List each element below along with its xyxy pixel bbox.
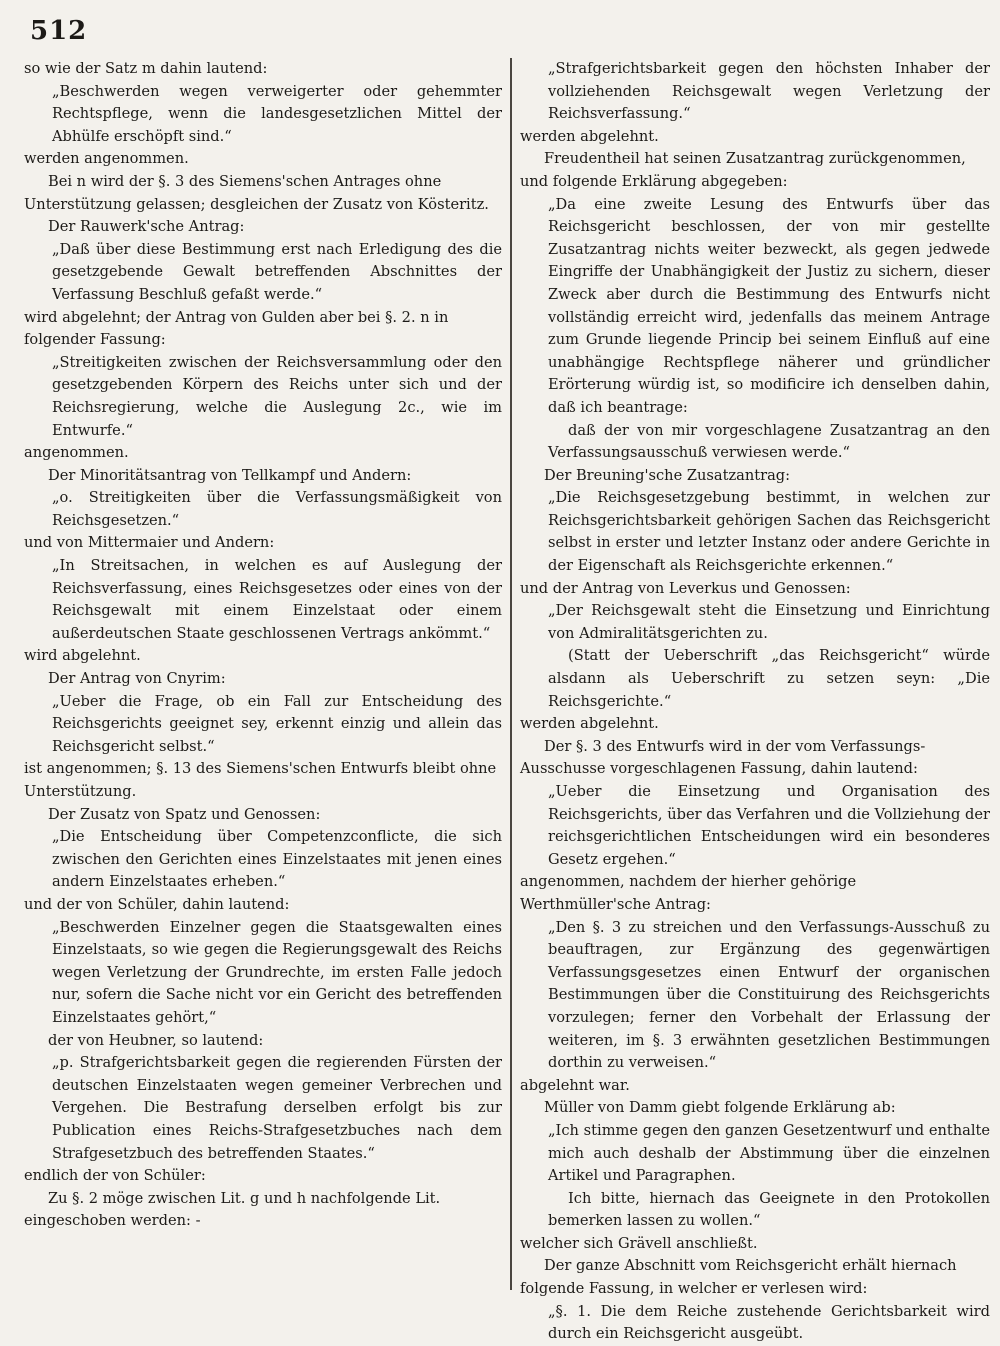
quoted-motion: „Der Reichsgewalt steht die Einsetzung und Einrichtung von Admiralitätsgerichten zu. — [548, 602, 990, 642]
paragraph: Bei n wird der §. 3 des Siemens'schen Antrages ohne Unterstützung gelassen; desgleichen der Zusatz von Kösteritz. — [24, 172, 489, 213]
quoted-motion: „p. Strafgerichtsbarkeit gegen die regierenden Fürsten der deutschen Einzelstaaten wegen gemeiner Verbrechen und Vergehen. Die Bestrafung derselben erfolgt bis zur Publication eines Reichs-Strafgesetzbuches nach dem Strafgesetzbuch des betreffenden Staates.“ — [52, 1054, 502, 1162]
paragraph: werden abgelehnt. — [520, 127, 659, 145]
quoted-motion: „Den §. 3 zu streichen und den Verfassungs-Ausschuß zu beauftragen, zur Ergänzung des gegenwärtigen Verfassungsgesetzes einen Entwurf der organischen Bestimmungen über die Constituirung des Reichsgerichts vorzulegen; ferner den Vorbehalt der Erlassung der weiteren, im §. 3 erwähnten gesetzlichen Bestimmungen dorthin zu verweisen.“ — [548, 918, 990, 1072]
quoted-motion: „Ueber die Frage, ob ein Fall zur Entscheidung des Reichsgerichts geeignet sey, erkennt einzig und allein das Reichsgericht selbst.“ — [52, 692, 502, 755]
paragraph: welcher sich Grävell anschließt. — [520, 1234, 758, 1252]
paragraph: ist angenommen; §. 13 des Siemens'schen Entwurfs bleibt ohne Unterstützung. — [24, 760, 497, 800]
paragraph: Der Minoritätsantrag von Tellkampf und Andern: — [48, 466, 412, 484]
left-column — [24, 58, 502, 1298]
quoted-motion-continued: daß der von mir vorgeschlagene Zusatzantrag an den Verfassungsausschuß verwiesen werde.“ — [548, 421, 990, 462]
paragraph: Der Rauwerk'sche Antrag: — [48, 218, 245, 236]
quoted-motion: „Beschwerden wegen verweigerter oder gehemmter Rechtspflege, wenn die landesgesetzlichen Mittel der Abhülfe erschöpft sind.“ — [52, 82, 502, 145]
right-column — [520, 58, 990, 1343]
paragraph: und von Mittermaier und Andern: — [24, 534, 275, 552]
quoted-motion: „Beschwerden Einzelner gegen die Staatsgewalten eines Einzelstaats, so wie gegen die Regierungsgewalt des Reichs wegen Verletzung der Grundrechte, im ersten Falle jedoch nur, sofern die Sache nicht vor ein Gericht des betreffenden Einzelstaates gehört,“ — [52, 918, 502, 1026]
quoted-motion: „Die Entscheidung über Competenzconflicte, die sich zwischen den Gerichten eines Einzelstaates mit jenen eines andern Einzelstaates erheben.“ — [52, 828, 502, 891]
paragraph: Der Antrag von Cnyrim: — [48, 670, 226, 688]
column-divider — [510, 58, 512, 1290]
paragraph: angenommen. — [24, 444, 129, 462]
quoted-motion: „Daß über diese Bestimmung erst nach Erledigung des die gesetzgebende Gewalt betreffenden Abschnittes der Verfassung Beschluß gefaßt werde.“ — [52, 240, 502, 303]
paragraph: so wie der Satz m dahin lautend: — [24, 60, 268, 77]
paragraph: abgelehnt war. — [520, 1076, 630, 1094]
paragraph: wird abgelehnt; der Antrag von Gulden aber bei §. 2. n in folgender Fassung: — [24, 308, 449, 349]
paragraph: Der §. 3 des Entwurfs wird in der vom Verfassungs-Ausschusse vorgeschlagenen Fassung, dahin lautend: — [520, 737, 926, 778]
paragraph: Der ganze Abschnitt vom Reichsgericht erhält hiernach folgende Fassung, in welcher er verlesen wird: — [520, 1257, 957, 1298]
quoted-motion: „Strafgerichtsbarkeit gegen den höchsten Inhaber der vollziehenden Reichsgewalt wegen Verletzung der Reichsverfassung.“ — [548, 60, 990, 123]
quoted-motion: „Da eine zweite Lesung des Entwurfs über das Reichsgericht beschlossen, der von mir gestellte Zusatzantrag nichts weiter bezweckt, als gegen jedwede Eingriffe der Unabhängigkeit der Justiz zu sichern, dieser Zweck aber durch die Bestimmung des Entwurfs nicht vollständig erreicht wird, jedenfalls das meinem Antrage zum Grunde liegende Princip bei seinem Einfluß auf eine unabhängige Rechtspflege näherer und gründlicher Erörterung würdig ist, so modificire ich denselben dahin, daß ich beantrage: — [548, 195, 990, 416]
paragraph: endlich der von Schüler: — [24, 1167, 206, 1185]
quoted-motion: „Die Reichsgesetzgebung bestimmt, in welchen zur Reichsgerichtsbarkeit gehörigen Sachen das Reichsgericht selbst in erster und letzter Instanz oder andere Gerichte in der Eigenschaft als Reichsgerichte erkennen.“ — [548, 489, 990, 575]
paragraph: und der Antrag von Leverkus und Genossen: — [520, 579, 851, 597]
quoted-motion: „§. 1. Die dem Reiche zustehende Gerichtsbarkeit wird durch ein Reichsgericht ausgeübt. — [548, 1302, 990, 1343]
paragraph: wird abgelehnt. — [24, 647, 141, 665]
paragraph: Der Breuning'sche Zusatzantrag: — [544, 466, 791, 484]
quoted-motion-continued: (Statt der Ueberschrift „das Reichsgericht“ würde alsdann als Ueberschrift zu setzen seyn: „Die Reichsgerichte.“ — [548, 647, 990, 710]
paragraph: angenommen, nachdem der hierher gehörige Werthmüller'sche Antrag: — [520, 873, 857, 913]
quoted-motion-continued: Ich bitte, hiernach das Geeignete in den Protokollen bemerken lassen zu wollen.“ — [548, 1189, 990, 1230]
paragraph: Freudentheil hat seinen Zusatzantrag zurückgenommen, und folgende Erklärung abgegeben: — [520, 150, 966, 190]
quoted-motion: „o. Streitigkeiten über die Verfassungsmäßigkeit von Reichsgesetzen.“ — [52, 489, 502, 529]
quoted-motion: „Streitigkeiten zwischen der Reichsversammlung oder den gesetzgebenden Körpern des Reichs unter sich und der Reichsregierung, welche die Auslegung 2c., wie im Entwurfe.“ — [52, 353, 502, 439]
paragraph: werden abgelehnt. — [520, 715, 659, 733]
paragraph: der von Heubner, so lautend: — [48, 1031, 264, 1049]
quoted-motion: „In Streitsachen, in welchen es auf Auslegung der Reichsverfassung, eines Reichsgesetzes oder eines von der Reichsgewalt mit einem Einzelstaat oder einem außerdeutschen Staate geschlossenen Vertrags ankömmt.“ — [52, 557, 502, 642]
paragraph: Müller von Damm giebt folgende Erklärung ab: — [544, 1099, 896, 1117]
quoted-motion: „Ueber die Einsetzung und Organisation des Reichsgerichts, über das Verfahren und die Vollziehung der reichsgerichtlichen Entscheidungen wird ein besonderes Gesetz ergehen.“ — [548, 783, 990, 868]
paragraph: Der Zusatz von Spatz und Genossen: — [48, 805, 321, 823]
quoted-motion: „Ich stimme gegen den ganzen Gesetzentwurf und enthalte mich auch deshalb der Abstimmung über die einzelnen Artikel und Paragraphen. — [548, 1121, 990, 1185]
paragraph: Zu §. 2 möge zwischen Lit. g und h nachfolgende Lit. eingeschoben werden: - — [24, 1189, 441, 1230]
page-number: 512 — [30, 16, 88, 46]
paragraph: und der von Schüler, dahin lautend: — [24, 895, 290, 913]
paragraph: werden angenommen. — [24, 150, 189, 168]
